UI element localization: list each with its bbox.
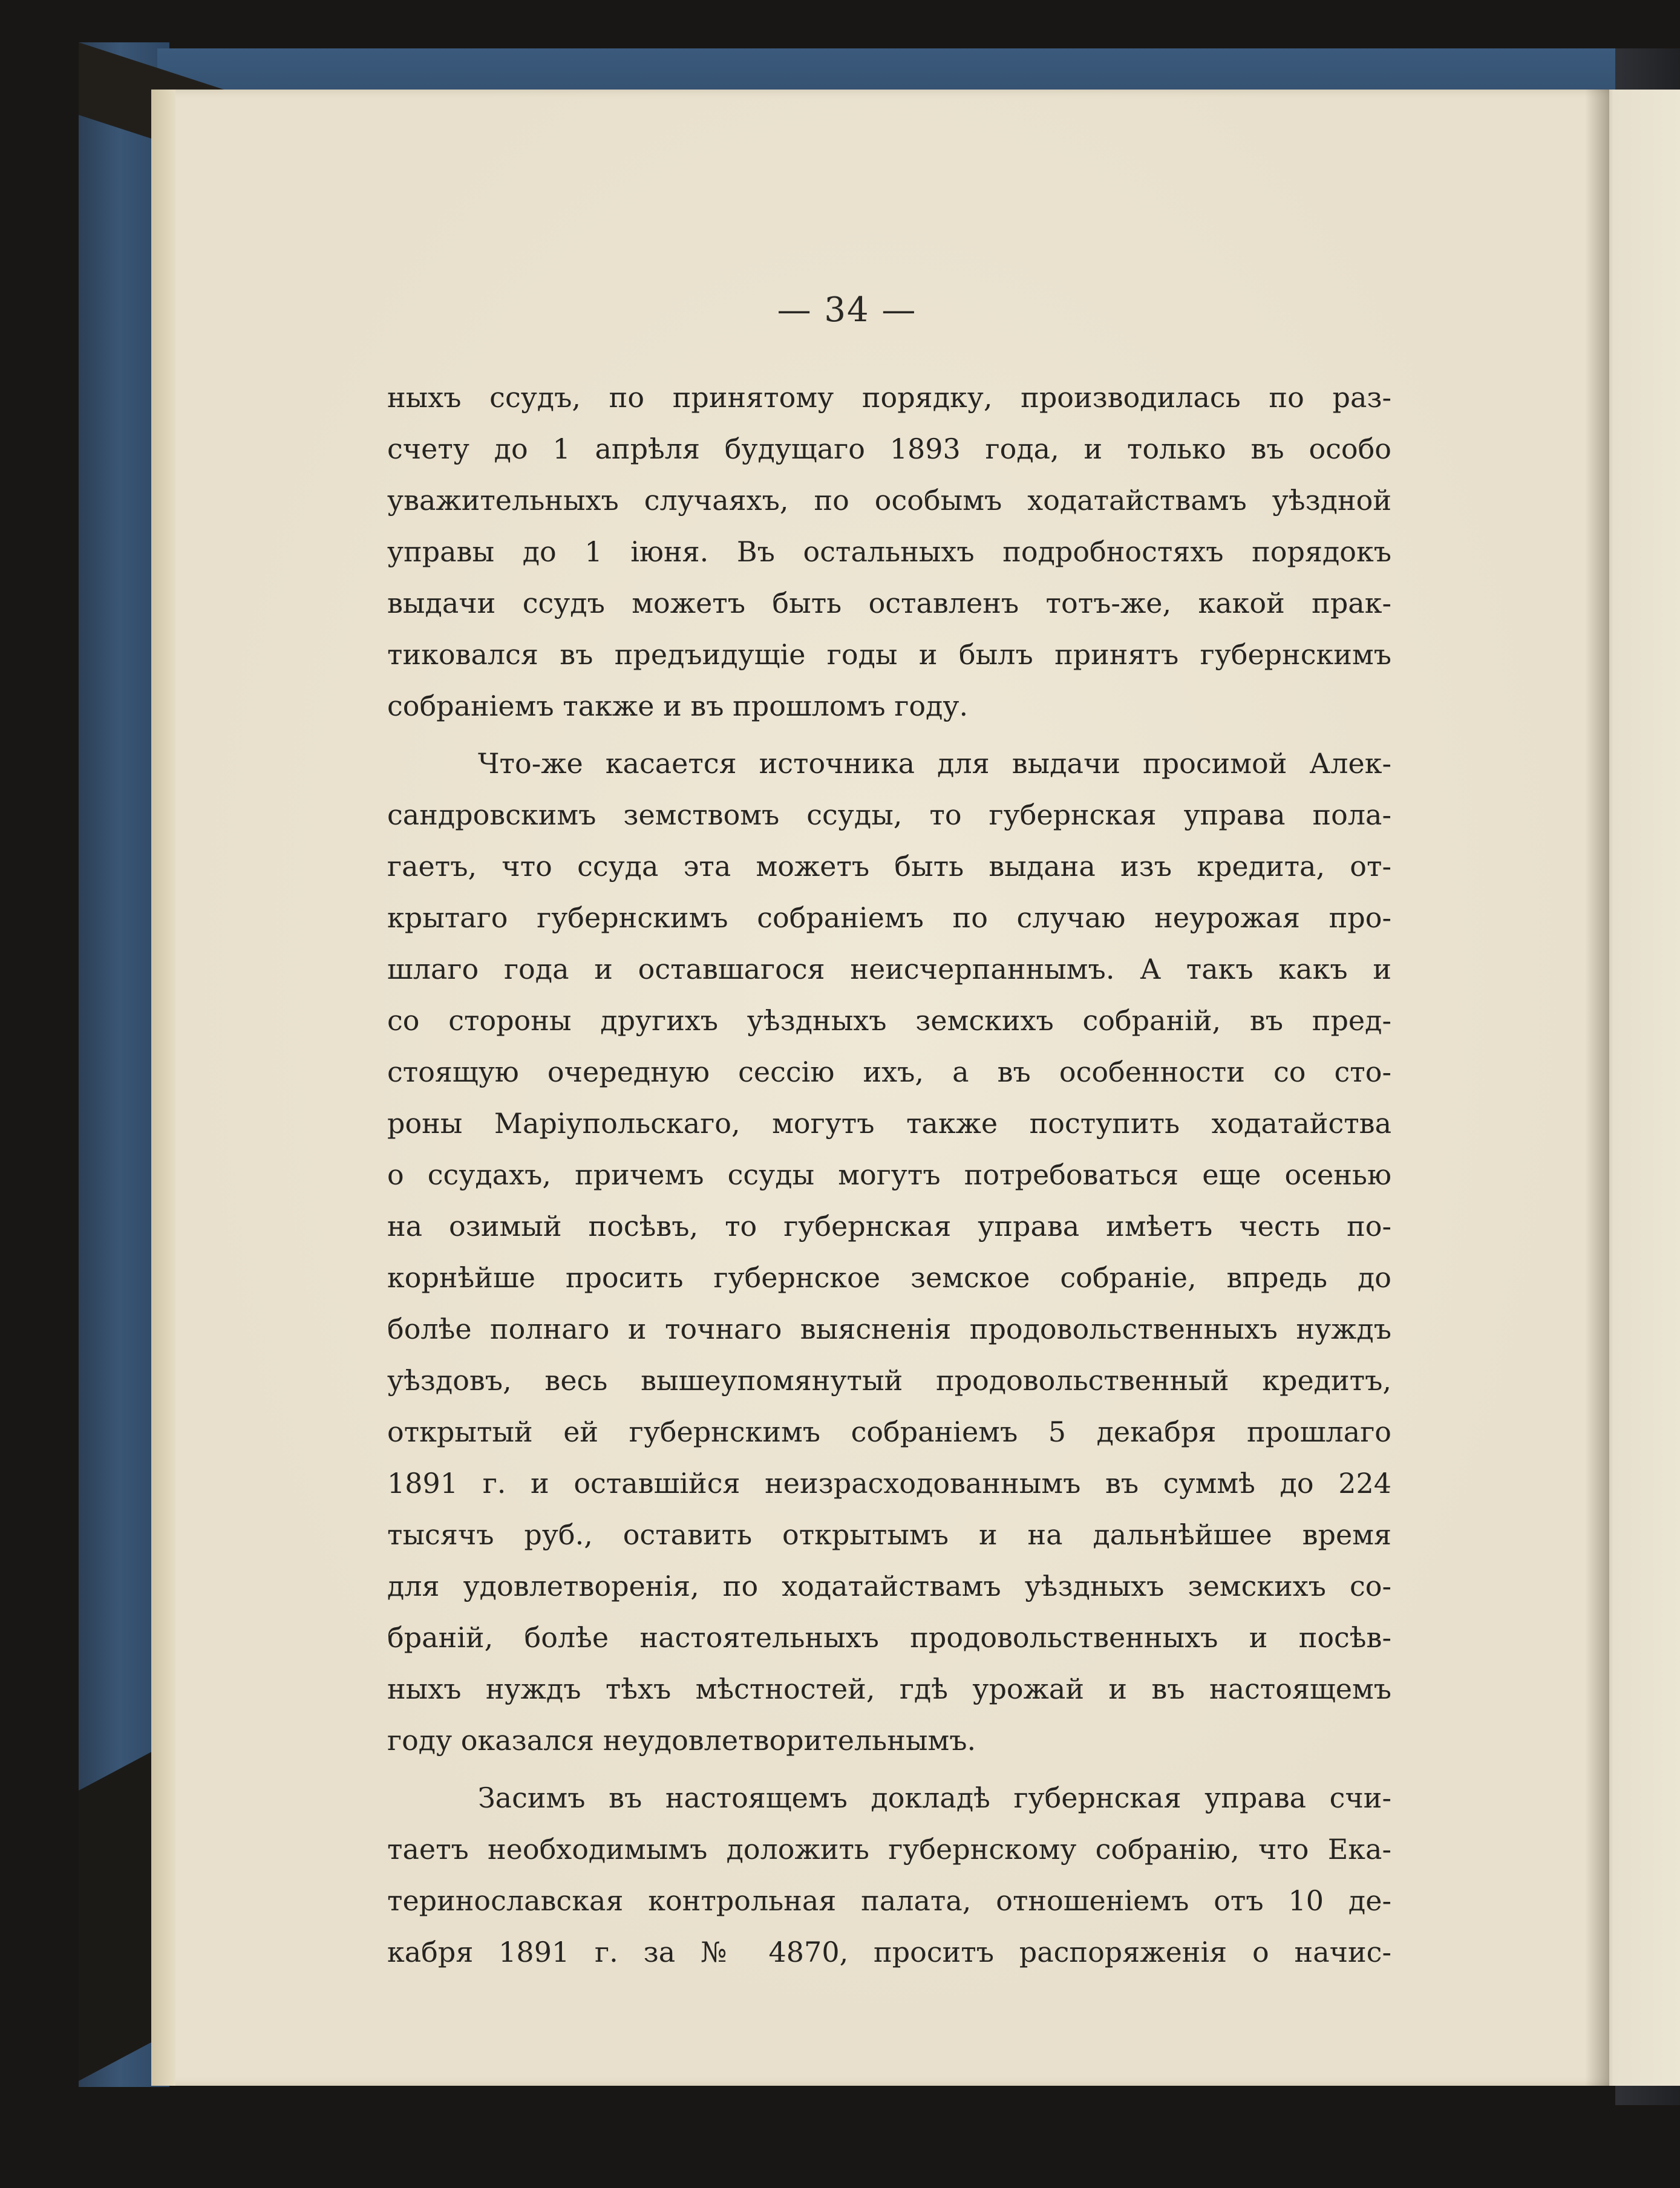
- text-line: сандровскимъ земствомъ ссуды, то губернская управа пола-: [387, 798, 1391, 831]
- text-line: Засимъ въ настоящемъ докладѣ губернская управа счи-: [478, 1781, 1391, 1814]
- text-line: выдачи ссудъ можетъ быть оставленъ тотъ-же, какой прак-: [387, 587, 1391, 619]
- text-line: уѣздовъ, весь вышеупомянутый продовольственный кредитъ,: [387, 1364, 1391, 1397]
- text-line: Что-же касается источника для выдачи просимой Алек-: [478, 747, 1391, 780]
- text-line: стоящую очередную сессію ихъ, а въ особенности со сто-: [387, 1056, 1391, 1088]
- text-line: открытый ей губернскимъ собраніемъ 5 декабря прошлаго: [387, 1416, 1391, 1448]
- text-line: тысячъ руб., оставить открытымъ и на дальнѣйшее время: [387, 1518, 1391, 1551]
- text-line: гаетъ, что ссуда эта можетъ быть выдана изъ кредита, от-: [387, 850, 1391, 883]
- text-line: тиковался въ предъидущіе годы и былъ принятъ губернскимъ: [387, 638, 1391, 671]
- text-line: уважительныхъ случаяхъ, по особымъ ходатайствамъ уѣздной: [387, 484, 1391, 517]
- text-line: году оказался неудовлетворительнымъ.: [387, 1724, 976, 1757]
- facing-page-edge: [1597, 90, 1680, 2086]
- text-line: корнѣйше просить губернское земское собраніе, впредь до: [387, 1261, 1391, 1294]
- gutter-shadow: [1585, 90, 1609, 2086]
- page-left-edge: [151, 90, 175, 2086]
- text-line: роны Маріупольскаго, могутъ также поступить ходатайства: [387, 1107, 1391, 1140]
- text-line: на озимый посѣвъ, то губернская управа имѣетъ честь по-: [387, 1210, 1391, 1243]
- text-line: счету до 1 апрѣля будущаго 1893 года, и только въ особо: [387, 433, 1391, 465]
- text-line: шлаго года и оставшагося неисчерпаннымъ. А такъ какъ и: [387, 953, 1391, 985]
- text-line: крытаго губернскимъ собраніемъ по случаю неурожая про-: [387, 901, 1391, 934]
- page-number: — 34 —: [777, 290, 917, 330]
- text-line: для удовлетворенія, по ходатайствамъ уѣздныхъ земскихъ со-: [387, 1570, 1391, 1602]
- page-text: [387, 372, 1391, 1978]
- text-line: ныхъ нуждъ тѣхъ мѣстностей, гдѣ урожай и въ настоящемъ: [387, 1673, 1391, 1705]
- text-line: о ссудахъ, причемъ ссуды могутъ потребоваться еще осенью: [387, 1158, 1391, 1191]
- text-line: управы до 1 іюня. Въ остальныхъ подробностяхъ порядокъ: [387, 535, 1391, 568]
- text-line: браній, болѣе настоятельныхъ продовольственныхъ и посѣв-: [387, 1621, 1391, 1654]
- text-line: со стороны другихъ уѣздныхъ земскихъ собраній, въ пред-: [387, 1004, 1391, 1037]
- text-line: кабря 1891 г. за № 4870, проситъ распоряженія о начис-: [387, 1936, 1391, 1968]
- text-line: ныхъ ссудъ, по принятому порядку, производилась по раз-: [387, 381, 1391, 414]
- text-line: болѣе полнаго и точнаго выясненія продовольственныхъ нуждъ: [387, 1313, 1391, 1345]
- text-line: собраніемъ также и въ прошломъ году.: [387, 690, 969, 722]
- text-line: таетъ необходимымъ доложить губернскому собранію, что Ека-: [387, 1833, 1391, 1866]
- text-line: 1891 г. и оставшійся неизрасходованнымъ въ суммѣ до 224: [387, 1467, 1391, 1500]
- text-line: теринославская контрольная палата, отношеніемъ отъ 10 де-: [387, 1884, 1391, 1917]
